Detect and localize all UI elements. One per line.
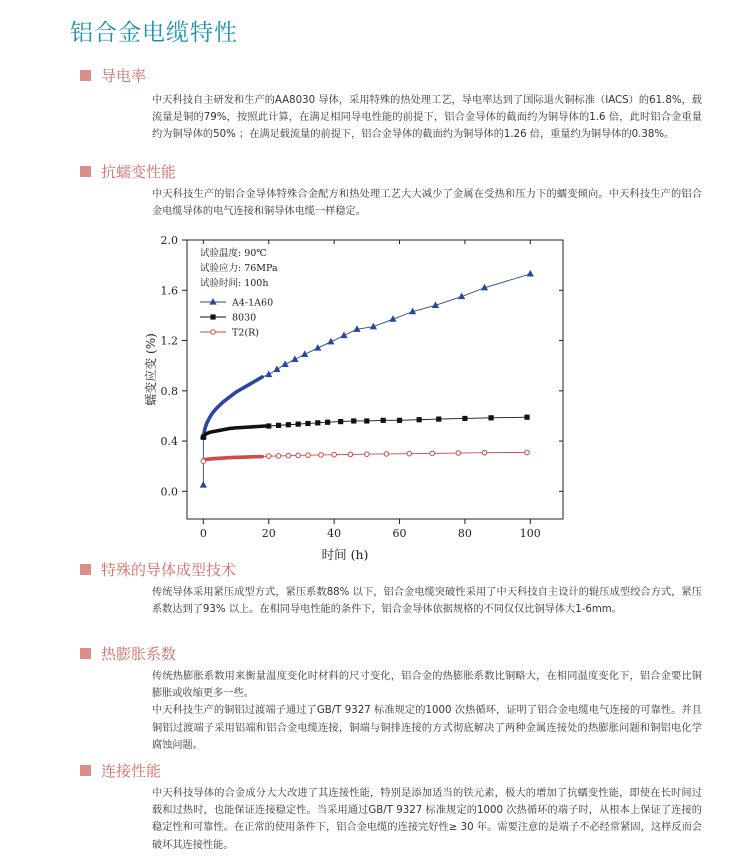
section-heading: [80, 558, 640, 580]
data-point-circle: [430, 451, 435, 456]
section-conductivity: [80, 64, 702, 144]
legend-label: 8030: [232, 312, 257, 324]
data-point-square: [524, 415, 529, 420]
y-tick-label: 0.8: [160, 384, 178, 398]
paragraph: 中天科技导体的合金成分大大改进了其连接性能，特别是添加适当的铁元素，极大的增加了抗蠕变性能，即使在长时间过载和过热时，也能保证连接稳定性。当采用通过GB/T 9327 标准规定的1000 次热循环的端子时，从根本上保证了连接的稳定性和可靠性。在正常的使用条件下，铝合金电缆的连接完好性≥ 30 年。需要注意的是端子不必经常紧固，这样反而会破坏其连接性能。: [152, 788, 702, 851]
data-point-circle: [266, 454, 271, 459]
data-point-square: [201, 435, 206, 440]
x-tick-label: 100: [519, 527, 541, 540]
data-point-circle: [276, 454, 281, 459]
paragraph: 中天科技自主研发和生产的AA8030 导体，采用特殊的热处理工艺，导电率达到了国际退火铜标准（IACS）的61.8%，载流量是铜的79%，按照此计算，在满足相同导电性能的前提下，铝合金导体的截面约为铜导体的1.6 倍，此时铝合金重量约为铜导体的50% ；在满足载流量的前提下，铝合金导体的截面约为铜导体的1.26 倍，重量约为铜导体的0.38%。: [152, 95, 702, 141]
data-point-triangle: [273, 365, 280, 372]
annotation-text: 试验应力: 76MPa: [200, 263, 278, 274]
section-title: 连接性能: [101, 761, 162, 780]
data-point-square: [436, 416, 441, 421]
data-point-square: [417, 417, 422, 422]
data-point-square: [488, 415, 493, 420]
data-point-triangle: [281, 360, 288, 367]
page-title: 铝合金电缆特性: [70, 20, 238, 46]
data-point-square: [364, 418, 369, 423]
bullet-square-icon: [80, 765, 91, 776]
data-point-triangle: [200, 481, 207, 488]
x-tick-label: 60: [392, 527, 407, 540]
data-point-circle: [384, 452, 389, 457]
data-point-square: [296, 422, 301, 427]
series-band: [203, 457, 262, 460]
section-body: [152, 584, 702, 618]
section-heading: [80, 642, 640, 664]
x-tick-label: 20: [261, 527, 276, 540]
series-2: [200, 328, 529, 464]
section-body: [152, 92, 702, 144]
data-point-triangle: [314, 344, 321, 351]
paragraph: 中天科技生产的铝合金导体特殊合金配方和热处理工艺大大减少了金属在受热和压力下的蠕变倾向。中天科技生产的铝合金电缆导体的电气连接和铜导体电缆一样稳定。: [152, 189, 702, 218]
legend-label: A4-1A60: [232, 297, 274, 309]
data-point-circle: [407, 451, 412, 456]
section-title: 抗蠕变性能: [101, 162, 177, 181]
series-line: [262, 452, 527, 456]
series-line: [265, 417, 527, 426]
creep-strain-chart: [140, 226, 580, 566]
data-point-square: [210, 314, 215, 319]
y-tick-label: 0.0: [160, 485, 178, 499]
annotation-text: 试验温度: 90℃: [200, 248, 267, 259]
data-point-circle: [365, 452, 370, 457]
bullet-square-icon: [80, 648, 91, 659]
data-point-circle: [286, 453, 291, 458]
data-point-triangle: [301, 350, 308, 357]
section-forming-technology: [80, 558, 702, 618]
data-point-square: [305, 421, 310, 426]
data-point-circle: [456, 451, 461, 456]
data-point-circle: [296, 453, 301, 458]
data-point-square: [276, 423, 281, 428]
data-point-square: [397, 418, 402, 423]
data-point-triangle: [340, 332, 347, 339]
series-line: [262, 274, 530, 377]
data-point-triangle: [527, 270, 534, 277]
data-point-circle: [525, 450, 530, 455]
section-connection-performance: [80, 759, 702, 854]
bullet-square-icon: [80, 166, 91, 177]
data-point-square: [325, 420, 330, 425]
data-point-circle: [482, 450, 487, 455]
section-body: [152, 668, 702, 754]
data-point-triangle: [209, 298, 216, 305]
data-point-square: [462, 416, 467, 421]
bullet-square-icon: [80, 70, 91, 81]
data-point-circle: [211, 330, 216, 335]
x-tick-label: 0: [199, 527, 207, 540]
y-axis-label: 蠕变应变 (%): [144, 333, 158, 406]
data-point-circle: [306, 453, 311, 458]
section-body: [152, 186, 702, 220]
data-point-square: [381, 418, 386, 423]
data-point-triangle: [265, 370, 272, 377]
y-tick-label: 1.2: [160, 334, 178, 348]
x-tick-label: 40: [327, 527, 342, 540]
y-tick-label: 0.4: [160, 435, 178, 449]
paragraph: 传统导体采用紧压成型方式，紧压系数88% 以下，铝合金电缆突破性采用了中天科技自主设计的辊压成型绞合方式，紧压系数达到了93% 以上。在相同导电性能的条件下，铝合金导体依据规格的不同仅仅比铜导体大1-6mm。: [152, 587, 702, 616]
series-band: [203, 426, 265, 436]
data-point-square: [286, 422, 291, 427]
x-tick-label: 80: [457, 527, 472, 540]
data-point-square: [338, 419, 343, 424]
data-point-circle: [348, 452, 353, 457]
data-point-square: [351, 418, 356, 423]
data-point-triangle: [291, 355, 298, 362]
section-title: 特殊的导体成型技术: [101, 560, 237, 579]
data-point-circle: [201, 459, 206, 464]
section-heading: [80, 64, 640, 86]
legend-label: T2(R): [232, 327, 259, 339]
data-point-triangle: [327, 338, 334, 345]
y-tick-label: 2.0: [160, 234, 178, 247]
paragraph: 传统热膨胀系数用来衡量温度变化时材料的尺寸变化，铝合金的热膨胀系数比铜略大，在相同温度变化下，铝合金要比铜膨胀或收缩更多一些。: [152, 671, 702, 700]
paragraph: 中天科技生产的铜铝过渡端子通过了GB/T 9327 标准规定的1000 次热循环，证明了铝合金电缆电气连接的可靠性。并且铜铝过渡端子采用铝端和铝合金电缆连接，铜端与铜排连接的方式彻底解决了两种金属连接处的热膨胀问题和铜铝电化学腐蚀问题。: [152, 705, 702, 751]
data-point-circle: [332, 452, 337, 457]
section-heading: [80, 160, 640, 182]
x-axis-label: 时间 (h): [321, 547, 369, 562]
data-point-square: [315, 420, 320, 425]
data-point-circle: [319, 453, 324, 458]
annotation-text: 试验时间: 100h: [200, 278, 269, 289]
data-point-square: [266, 423, 271, 428]
section-thermal-expansion: [80, 642, 702, 754]
bullet-square-icon: [80, 564, 91, 575]
section-title: 导电率: [101, 66, 147, 85]
section-body: [152, 785, 702, 854]
section-creep-resistance: [80, 160, 702, 220]
section-heading: [80, 759, 640, 781]
section-title: 热膨胀系数: [101, 644, 177, 663]
y-tick-label: 1.6: [160, 284, 178, 298]
